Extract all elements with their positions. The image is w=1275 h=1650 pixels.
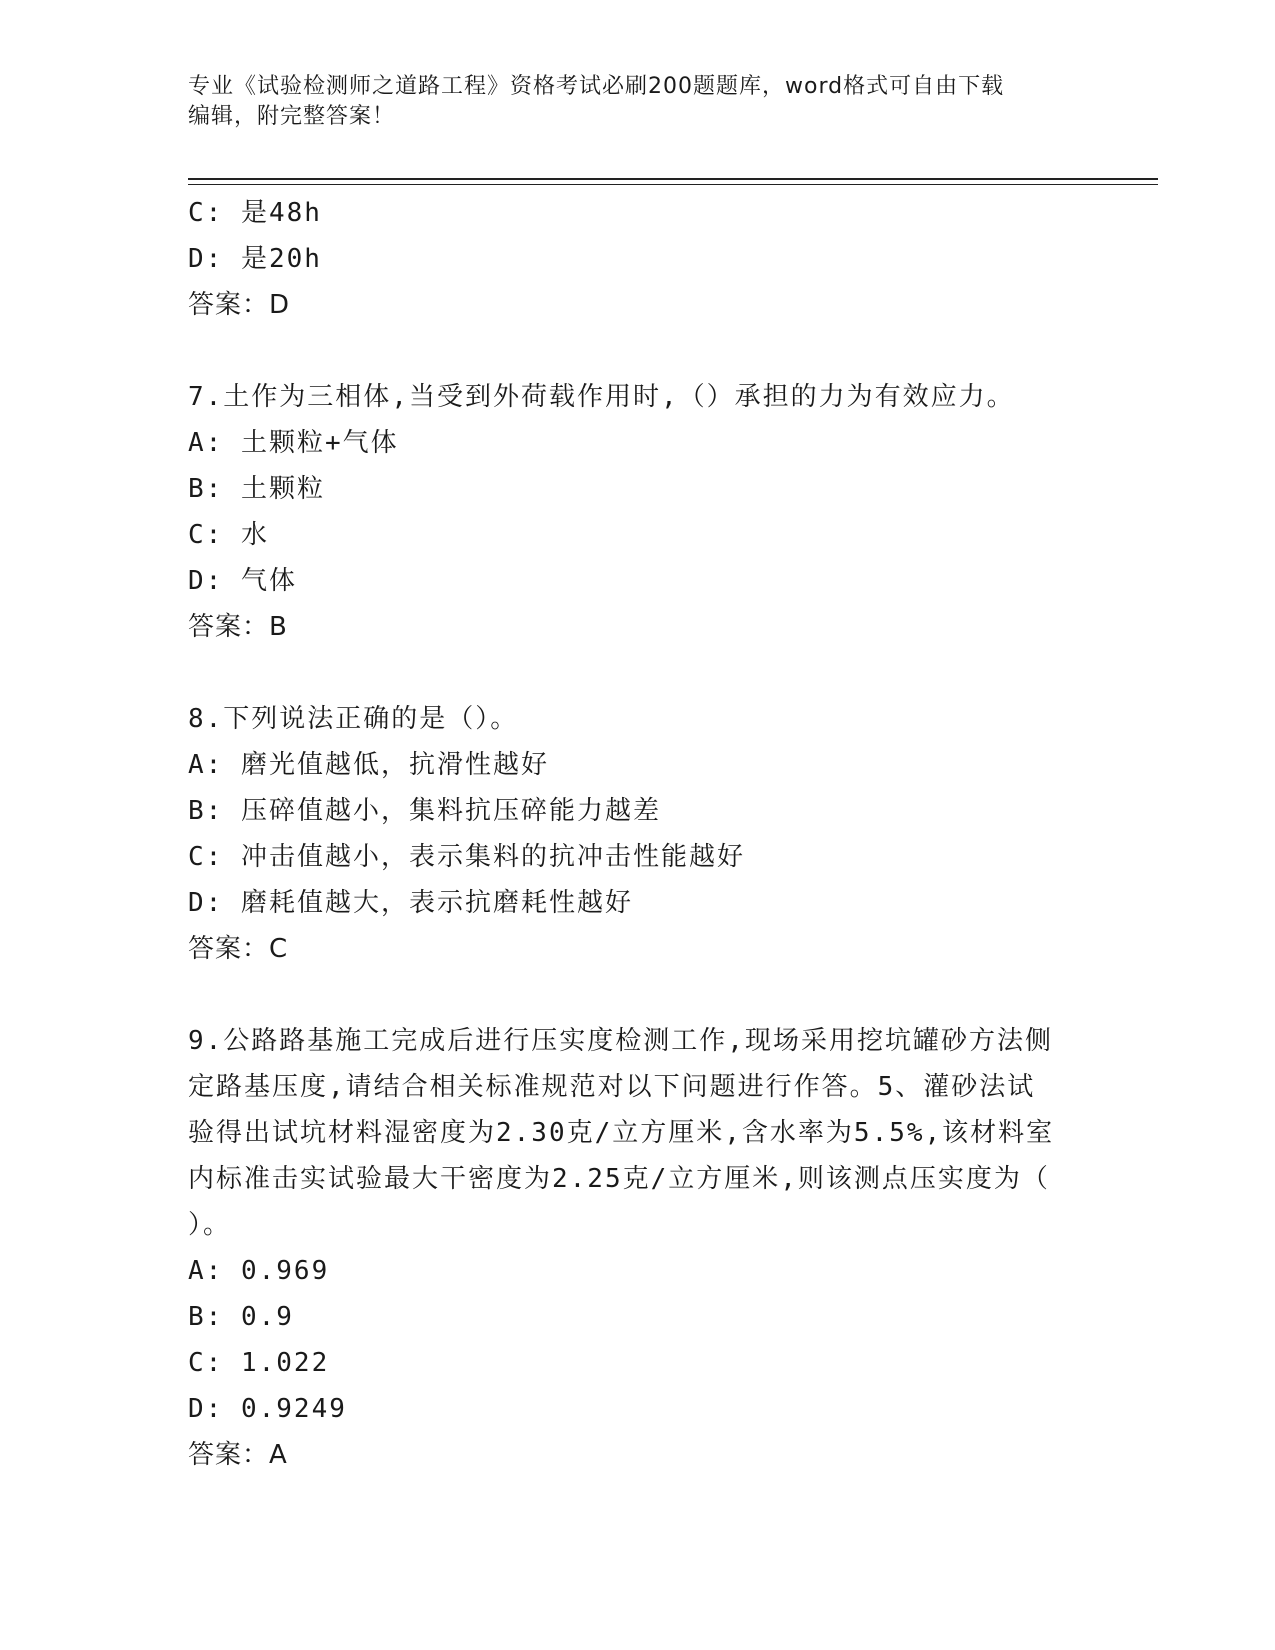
- header-divider-thin: [188, 184, 1158, 185]
- question-text-line: 9.公路路基施工完成后进行压实度检测工作,现场采用挖坑罐砂方法侧: [188, 1026, 1053, 1056]
- option-c: C: 1.022: [188, 1348, 330, 1378]
- question-block: [188, 696, 1088, 972]
- question-block: [188, 374, 1088, 650]
- question-block: [188, 1018, 1088, 1478]
- option-b: B: 压碎值越小，集料抗压碎能力越差: [188, 796, 661, 826]
- option-b: B: 0.9: [188, 1302, 294, 1332]
- option-d: D: 是20h: [188, 244, 322, 274]
- option-d: D: 0.9249: [188, 1394, 347, 1424]
- document-body: [188, 190, 1088, 1478]
- question-text: 8.下列说法正确的是（）。: [188, 704, 519, 734]
- option-c: C: 是48h: [188, 198, 322, 228]
- question-text: 7.土作为三相体,当受到外荷载作用时,（）承担的力为有效应力。: [188, 382, 1015, 412]
- option-d: D: 气体: [188, 566, 297, 596]
- option-d: D: 磨耗值越大，表示抗磨耗性越好: [188, 888, 633, 918]
- option-a: A: 土颗粒+气体: [188, 428, 399, 458]
- option-c: C: 水: [188, 520, 269, 550]
- spacer: [188, 650, 1088, 696]
- header-title-line-2: 编辑，附完整答案！: [188, 104, 396, 129]
- page-header: [188, 72, 1088, 132]
- answer-line: 答案：C: [188, 934, 289, 964]
- header-title-line-1: 专业《试验检测师之道路工程》资格考试必刷200题题库，word格式可自由下载: [188, 74, 1005, 99]
- spacer: [188, 328, 1088, 374]
- spacer: [188, 972, 1088, 1018]
- answer-line: 答案：D: [188, 290, 291, 320]
- option-a: A: 磨光值越低，抗滑性越好: [188, 750, 549, 780]
- answer-line: 答案：A: [188, 1440, 288, 1470]
- question-text-line: ）。: [188, 1210, 232, 1240]
- question-text-line: 定路基压度,请结合相关标准规范对以下问题进行作答。5、灌砂法试: [188, 1072, 1036, 1102]
- option-b: B: 土颗粒: [188, 474, 325, 504]
- option-a: A: 0.969: [188, 1256, 330, 1286]
- question-text-line: 验得出试坑材料湿密度为2.30克/立方厘米,含水率为5.5%,该材料室: [188, 1118, 1055, 1148]
- answer-line: 答案：B: [188, 612, 288, 642]
- question-text-line: 内标准击实试验最大干密度为2.25克/立方厘米,则该测点压实度为（: [188, 1164, 1050, 1194]
- question-block: [188, 190, 1088, 328]
- header-divider: [188, 178, 1158, 180]
- option-c: C: 冲击值越小，表示集料的抗冲击性能越好: [188, 842, 745, 872]
